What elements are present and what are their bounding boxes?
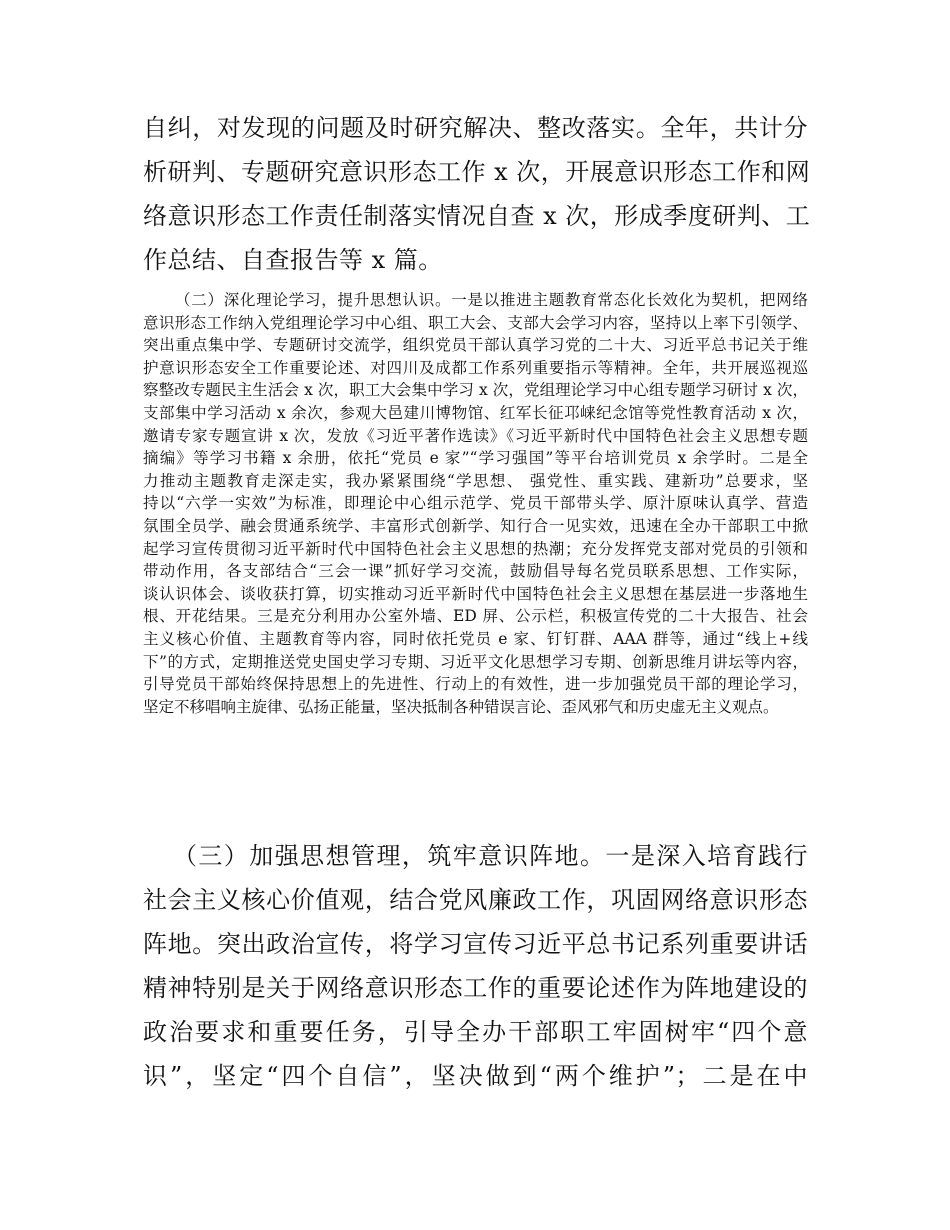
text-line: 引导党员干部始终保持思想上的先进性、行动上的有效性，进一步加强党员干部的理论学习， <box>143 675 808 694</box>
text-line: 摘编》等学习书籍 x 余册，依托“党员 e 家”“学习强国”等平台培训党员 x 余学时。二是全 <box>143 449 808 468</box>
text-line: 氛围全员学、融会贯通系统学、丰富形式创新学、知行合一见实效，迅速在全办干部职工中掀 <box>143 516 808 535</box>
text-line: 察整改专题民主生活会 x 次，职工大会集中学习 x 次，党组理论学习中心组专题学习研讨 x 次， <box>143 381 808 400</box>
text-line: 社会主义核心价值观，结合党风廉政工作，巩固网络意识形态 <box>143 886 808 914</box>
text-line: 起学习宣传贯彻习近平新时代中国特色社会主义思想的热潮；充分发挥党支部对党员的引领和 <box>143 539 808 558</box>
text-line: 坚定不移唱响主旋律、弘扬正能量，坚决抵制各种错误言论、歪风邪气和历史虚无主义观点。 <box>143 697 779 716</box>
text-line: （三）加强思想管理，筑牢意识阵地。一是深入培育践行 <box>173 842 808 870</box>
text-line: 络意识形态工作责任制落实情况自查 x 次，形成季度研判、工 <box>143 202 811 230</box>
text-line: 下”的方式，定期推送党史国史学习专期、习近平文化思想学习专期、创新思维月讲坛等内容， <box>143 652 808 671</box>
paragraph-ideological-management <box>143 838 808 1102</box>
text-line: 主义核心价值、主题教育等内容，同时依托党员 e 家、钉钉群、AAA 群等，通过“线上+线 <box>143 629 808 648</box>
text-line: 析研判、专题研究意识形态工作 x 次，开展意识形态工作和网 <box>143 158 811 186</box>
text-line: 意识形态工作纳入党组理论学习中心组、职工大会、支部大会学习内容，坚持以上率下引领学、 <box>143 313 808 332</box>
text-line: （二）深化理论学习，提升思想认识。一是以推进主题教育常态化长效化为契机，把网络 <box>175 291 808 309</box>
text-line: 谈认识体会、谈收获打算，切实推动习近平新时代中国特色社会主义思想在基层进一步落地生 <box>143 584 808 603</box>
text-line: 识”，坚定“四个自信”，坚决做到“两个维护”；二是在中 <box>143 1062 808 1090</box>
text-line: 护意识形态安全工作重要论述、对四川及成都工作系列重要指示等精神。全年，共开展巡视巡 <box>143 358 808 377</box>
text-line: 根、开花结果。三是充分利用办公室外墙、ED 屏、公示栏，积极宣传党的二十大报告、社会 <box>143 607 808 626</box>
text-line: 自纠，对发现的问题及时研究解决、整改落实。全年，共计分 <box>143 114 808 142</box>
text-line: 带动作用，各支部结合“三会一课”抓好学习交流，鼓励倡导每名党员联系思想、工作实际， <box>143 562 808 581</box>
text-line: 政治要求和重要任务，引导全办干部职工牢固树牢“四个意 <box>143 1018 808 1046</box>
text-line: 突出重点集中学、专题研讨交流学，组织党员干部认真学习党的二十大、习近平总书记关于维 <box>143 336 808 355</box>
text-line: 精神特别是关于网络意识形态工作的重要论述作为阵地建设的 <box>143 974 808 1002</box>
paragraph-self-inspection-summary <box>143 110 811 286</box>
text-line: 支部集中学习活动 x 余次，参观大邑建川博物馆、红军长征邛崃纪念馆等党性教育活动 x 次， <box>143 403 808 422</box>
text-line: 持以“六学一实效”为标准，即理论中心组示范学、党员干部带头学、原汁原味认真学、营造 <box>143 494 808 513</box>
text-line: 阵地。突出政治宣传，将学习宣传习近平总书记系列重要讲话 <box>143 930 808 958</box>
paragraph-theory-study <box>143 289 808 718</box>
text-line: 力推动主题教育走深走实，我办紧紧围绕“学思想、 强党性、重实践、建新功”总要求，坚 <box>143 471 808 490</box>
text-line: 作总结、自查报告等 x 篇。 <box>143 246 443 274</box>
text-line: 邀请专家专题宣讲 x 次，发放《习近平著作选读》《习近平新时代中国特色社会主义思想专题 <box>143 426 808 445</box>
